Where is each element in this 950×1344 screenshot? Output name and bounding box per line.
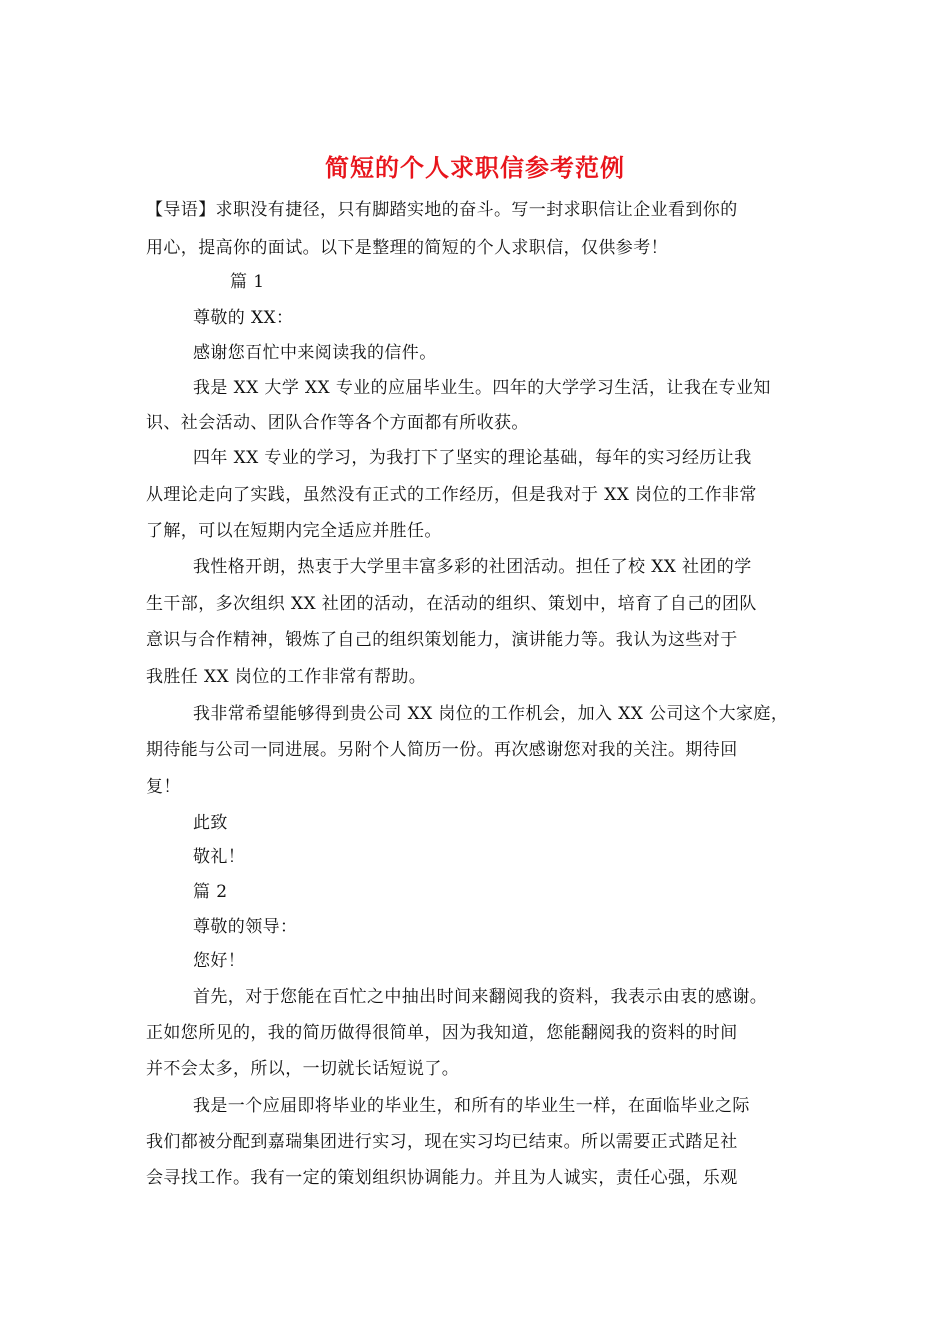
text-line: 复！: [146, 777, 181, 797]
text-line: 了解，可以在短期内完全适应并胜任。: [146, 521, 442, 541]
text-line: 从理论走向了实践，虽然没有正式的工作经历，但是我对于 XX 岗位的工作非常: [146, 485, 757, 505]
text-line: 识、社会活动、团队合作等各个方面都有所收获。: [146, 413, 529, 433]
text-line: 期待能与公司一同进展。另附个人简历一份。再次感谢您对我的关注。期待回: [146, 740, 738, 760]
text-line: 意识与合作精神，锻炼了自己的组织策划能力，演讲能力等。我认为这些对于: [146, 630, 738, 650]
text-line: 并不会太多，所以，一切就长话短说了。: [146, 1059, 460, 1079]
text-line: 生干部，多次组织 XX 社团的活动，在活动的组织、策划中，培育了自己的团队: [146, 594, 757, 614]
text-line: 会寻找工作。我有一定的策划组织协调能力。并且为人诚实，责任心强，乐观: [146, 1168, 738, 1188]
text-line: 感谢您百忙中来阅读我的信件。: [193, 343, 437, 363]
text-line: 我是一个应届即将毕业的毕业生，和所有的毕业生一样，在面临毕业之际: [193, 1096, 750, 1116]
closing-line: 此致: [193, 813, 228, 833]
text-line: 首先，对于您能在百忙之中抽出时间来翻阅我的资料，我表示由衷的感谢。: [193, 987, 768, 1007]
text-line: 我非常希望能够得到贵公司 XX 岗位的工作机会，加入 XX 公司这个大家庭，: [193, 704, 789, 724]
closing-line: 敬礼！: [193, 847, 246, 867]
greeting: 您好！: [193, 951, 246, 971]
text-line: 用心，提高你的面试。以下是整理的简短的个人求职信，仅供参考！: [146, 238, 668, 258]
salutation: 尊敬的领导：: [193, 917, 298, 937]
text-line: 我是 XX 大学 XX 专业的应届毕业生。四年的大学学习生活，让我在专业知: [193, 378, 771, 398]
text-line: 我们都被分配到嘉瑞集团进行实习，现在实习均已结束。所以需要正式踏足社: [146, 1132, 738, 1152]
text-line: 四年 XX 专业的学习，为我打下了坚实的理论基础，每年的实习经历让我: [193, 448, 752, 468]
text-line: 我性格开朗，热衷于大学里丰富多彩的社团活动。担任了校 XX 社团的学: [193, 557, 752, 577]
document-title: 简短的个人求职信参考范例: [325, 153, 625, 182]
section-heading: 篇 2: [193, 882, 228, 902]
salutation: 尊敬的 XX：: [193, 308, 294, 328]
text-line: 【导语】求职没有捷径，只有脚踏实地的奋斗。写一封求职信让企业看到你的: [146, 200, 738, 220]
text-line: 正如您所见的，我的简历做得很简单，因为我知道，您能翻阅我的资料的时间: [146, 1023, 738, 1043]
section-heading: 篇 1: [230, 272, 265, 292]
text-line: 我胜任 XX 岗位的工作非常有帮助。: [146, 667, 427, 687]
